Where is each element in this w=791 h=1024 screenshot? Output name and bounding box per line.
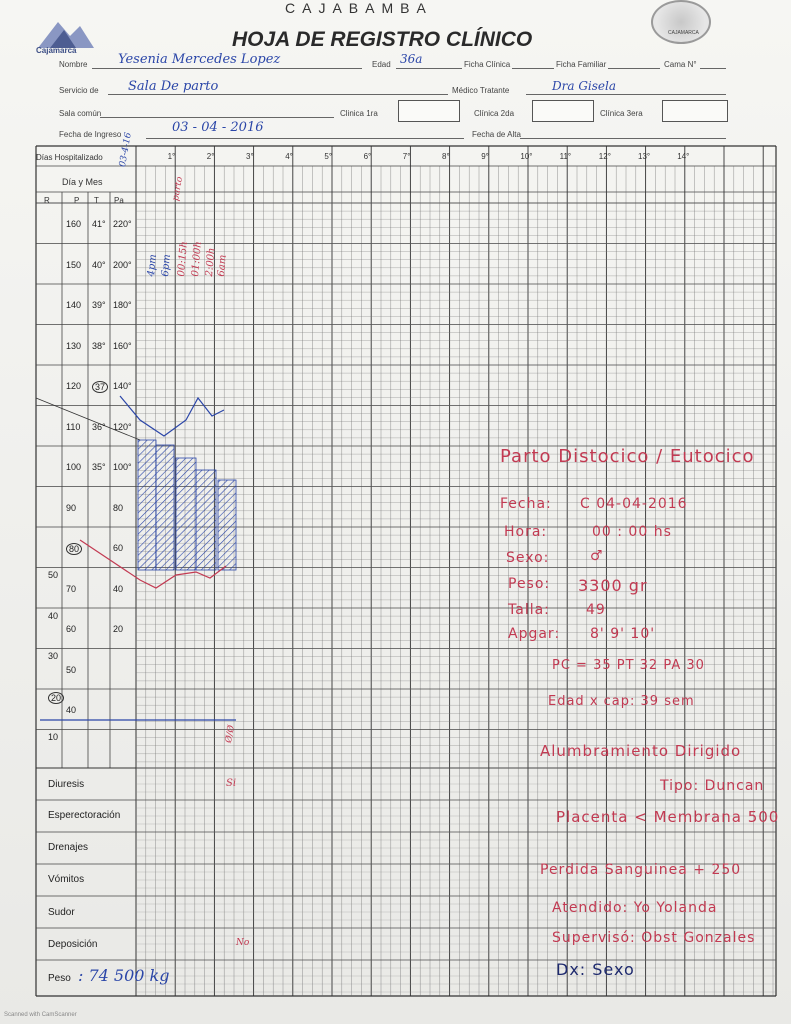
pa-axis-label: 180° [113,300,132,310]
day-header-7: 7° [402,152,411,161]
col-p-label: P [74,196,80,205]
p-axis-label: 140 [66,300,82,310]
note-parto-type: Parto Distocico / Eutocico [500,446,755,467]
note-hora-label: Hora: [504,524,548,540]
sudor-label: Sudor [48,907,75,918]
medico-label: Médico Tratante [452,86,510,95]
day-header-5: 5° [324,152,333,161]
pa-axis-label: 80 [113,502,124,513]
seal-text: CAJAMARCA [668,30,699,36]
pa-axis-label: 160° [113,340,132,351]
day1-date: 03-4-16 [118,131,134,168]
day-header-8: 8° [442,152,450,161]
edad-label: Edad [372,60,391,69]
note-talla-value: 49 [586,602,606,618]
time-note-1: 4pm [146,253,159,277]
p-axis-label: 110 [66,421,81,432]
brand-name: CAJABAMBA [285,0,433,16]
day-header-6: 6° [363,152,372,161]
fecha-ingreso-label: Fecha de Ingreso [59,130,122,139]
nombre-label: Nombre [59,60,88,69]
p-axis-label: 130 [66,340,82,351]
day-header-14: 14° [677,152,690,161]
time-note-6: 6am [216,254,229,277]
edad-value: 36a [400,52,423,66]
logo-text: Cajamarca [36,46,77,55]
sala-label: Sala común [59,109,102,118]
pa-axis-label: 120° [113,421,132,432]
p-axis-label: 90 [66,502,77,513]
note-sexo-value: ♂ [590,548,604,564]
bp-bar-1 [138,440,156,570]
note-supervisor: Supervisó: Obst Gonzales [552,930,756,946]
fecha-alta-label: Fecha de Alta [472,130,521,139]
pa-axis-label: 220° [113,219,132,229]
diuresis-label: Diuresis [48,779,85,790]
esperectoracion-label: Esperectoración [48,810,121,821]
p-axis-label: 70 [66,583,77,594]
dias-hospitalizado-label: Días Hospitalizado [36,153,103,162]
drenajes-label: Drenajes [48,842,89,853]
note-alumbramiento: Alumbramiento Dirigido [540,742,742,760]
day-header-4: 4° [285,152,293,161]
p-axis-label: 150 [66,259,82,270]
time-note-4: 01:00h [190,240,205,277]
nombre-value: Yesenia Mercedes Lopez [118,52,281,67]
r-axis-label: 50 [48,570,59,580]
p-axis-label: 120 [66,381,82,391]
day-header-2: 2° [206,152,215,161]
medico-value: Dra Gisela [552,79,617,93]
bp-bar-5 [218,480,236,570]
clinica2-label: Clínica 2da [474,109,515,118]
page-title: HOJA DE REGISTRO CLÍNICO [232,28,533,51]
day-header-10: 10° [520,152,533,161]
dia-mes-label: Día y Mes [62,177,103,187]
r-axis-label: 40 [48,610,59,621]
note-fecha-label: Fecha: [500,496,552,512]
note-peso-label: Peso: [508,576,551,592]
t-axis-label: 35° [92,462,106,472]
servicio-label: Servicio de [59,86,99,95]
pa-axis-label: 200° [113,259,132,270]
col-t-label: T [94,196,99,205]
time-note-5: 2:00h [204,247,218,277]
day1-note: parto [171,175,186,202]
bp-bar-4 [196,470,216,570]
ten-mark: Ø/Ø [224,724,237,744]
note-talla-label: Talla: [508,602,550,618]
p-axis-label: 60 [66,624,77,634]
peso-label: Peso [48,973,71,984]
day-header-1: 1° [167,152,176,161]
r-axis-label: 30 [48,651,59,661]
note-edad-cap: Edad x cap: 39 sem [548,694,695,709]
p-axis-label: 80 [66,543,82,555]
r-axis-label: 10 [48,732,59,742]
p-axis-label: 100 [66,462,82,472]
p-axis-label: 40 [66,705,77,715]
pa-axis-label: 60 [113,543,124,553]
vomitos-label: Vómitos [48,874,85,885]
col-pa-label: Pa [114,196,124,205]
deposicion-mark: No [236,938,250,948]
note-fecha-value: C 04-04-2016 [580,496,688,512]
note-sexo-label: Sexo: [506,550,550,566]
cama-label: Cama N° [664,60,697,69]
col-r-label: R [44,196,50,205]
day-header-9: 9° [481,152,489,161]
day-header-3: 3° [246,152,254,161]
fecha-ingreso-value: 03 - 04 - 2016 [172,120,264,135]
day-header-13: 13° [638,152,651,161]
clinica1-label: Clinica 1ra [340,109,378,118]
note-perdida: Perdida Sanguinea + 250 [540,862,742,878]
time-note-2: 6pm [160,253,173,277]
deposicion-label: Deposición [48,939,98,950]
bp-bar-2 [156,445,174,570]
note-hora-value: 00 : 00 hs [592,524,672,540]
scanner-footer: Scanned with CamScanner [4,1012,77,1018]
t-axis-label: 41° [92,219,106,229]
ficha-clinica-label: Ficha Clínica [464,60,511,69]
note-atendido: Atendido: Yo Yolanda [552,900,718,916]
note-apgar-label: Apgar: [508,626,561,642]
diuresis-mark: Si [226,778,237,789]
t-axis-label: 38° [92,340,106,351]
note-perimetros: PC = 35 PT 32 PA 30 [552,658,705,673]
peso-value: : 74 500 kg [78,966,170,985]
t-axis-label: 37 [92,381,108,393]
servicio-value: Sala De parto [128,79,219,94]
pa-axis-label: 40 [113,583,124,594]
note-apgar-value: 8' 9' 10' [590,626,656,642]
note-tipo: Tipo: Duncan [660,778,765,794]
note-diagnostico: Dx: Sexo [556,960,635,979]
note-peso-value: 3300 gr [578,576,648,595]
pa-axis-label: 140° [113,381,132,391]
pa-axis-label: 20 [113,624,124,634]
p-axis-label: 50 [66,664,77,675]
r-axis-label: 20 [48,692,64,704]
t-axis-label: 36° [92,421,106,432]
p-axis-label: 160 [66,219,82,229]
note-placenta: Placenta < Membrana 500 [556,808,780,826]
time-note-3: 00:15h [176,240,191,277]
clinica3-label: Clínica 3era [600,109,643,118]
day-header-12: 12° [598,152,611,161]
t-axis-label: 40° [92,259,106,270]
day-header-11: 11° [559,152,572,161]
t-axis-label: 39° [92,300,106,310]
bp-bar-3 [176,458,196,570]
ficha-familiar-label: Ficha Familiar [556,60,607,69]
pa-axis-label: 100° [113,462,132,472]
